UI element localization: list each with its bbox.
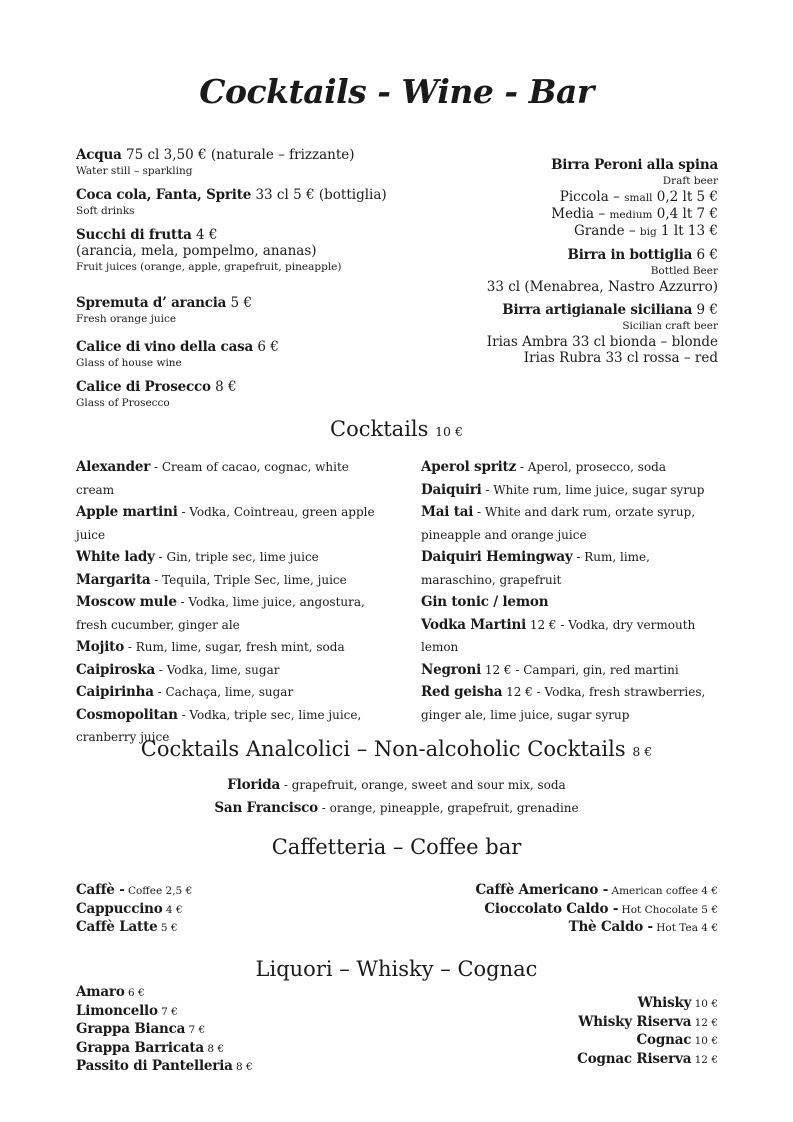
coffee-item	[76, 881, 376, 900]
coffee-name: Cappuccino	[76, 900, 163, 917]
section-title: Liquori – Whisky – Cognac	[255, 957, 538, 981]
cocktail-name: Negroni	[421, 661, 482, 678]
cocktail-item	[421, 546, 721, 591]
drink-subtitle: Glass of house wine	[76, 357, 182, 369]
cocktail-item	[76, 501, 386, 546]
cocktail-item	[421, 614, 721, 659]
cocktail-name: Caipirinha	[76, 684, 154, 700]
section-title: Caffetteria – Coffee bar	[271, 835, 522, 859]
drink-subtitle: Fruit juices (orange, apple, grapefruit, pineapple)	[76, 261, 342, 273]
cocktail-name: Gin tonic / lemon	[421, 594, 549, 610]
liquor-price: 12 €	[691, 1016, 718, 1029]
cocktail-desc: - White and dark rum, orzate syrup, pineapple and orange juice	[421, 505, 696, 542]
coffee-right-list	[388, 881, 718, 937]
cocktail-item	[421, 456, 721, 479]
liquor-price: 7 €	[157, 1005, 178, 1018]
cocktail-item	[76, 659, 386, 682]
cocktail-name: Moscow mule	[76, 594, 177, 610]
liquor-item	[418, 1050, 718, 1069]
cocktail-name: Apple martini	[76, 504, 178, 520]
drink-detail-line: (arancia, mela, pompelmo, ananas)	[76, 243, 317, 259]
analcolici-list	[0, 774, 793, 819]
cocktail-name: Aperol spritz	[421, 459, 517, 475]
liquor-name: Cognac Riserva	[577, 1050, 692, 1067]
cocktails-left-list	[76, 456, 386, 749]
coffee-name: Thè Caldo -	[568, 919, 653, 935]
drink-subtitle: Fresh orange juice	[76, 313, 177, 325]
beer-name: Birra Peroni alla spina	[551, 157, 718, 173]
cocktail-name: Vodka Martini	[421, 616, 526, 633]
drink-item	[76, 186, 406, 219]
liquori-heading	[0, 957, 793, 981]
liquor-name: Cognac	[636, 1032, 692, 1048]
drink-item	[76, 378, 406, 411]
cocktail-name: Cosmopolitan	[76, 706, 178, 723]
cocktail-name: Alexander	[76, 459, 151, 475]
cocktail-name: Mojito	[76, 639, 125, 655]
coffee-item	[388, 881, 718, 900]
coffee-name: Cioccolato Caldo -	[484, 900, 619, 917]
liquor-item	[76, 1039, 376, 1058]
beer-item	[388, 301, 718, 366]
beer-price: 6 €	[692, 247, 718, 263]
cocktail-name: Daiquiri	[421, 481, 482, 498]
liquor-price: 6 €	[124, 987, 145, 999]
drink-subtitle: Water still – sparkling	[76, 165, 193, 177]
size-price: 0,2 lt 5 €	[656, 189, 718, 205]
coffee-price: 5 €	[157, 922, 178, 934]
coffee-item	[76, 900, 376, 919]
liquori-left-list	[76, 983, 376, 1076]
cocktail-desc: - Rum, lime, sugar, fresh mint, soda	[124, 640, 345, 654]
coffee-item	[388, 900, 718, 919]
cocktail-name: Red geisha	[421, 684, 503, 700]
liquor-item	[76, 1002, 376, 1021]
liquor-item	[76, 983, 376, 1002]
cocktail-item	[76, 591, 386, 636]
liquor-price: 8 €	[203, 1042, 225, 1055]
cocktail-desc: - White rum, lime juice, sugar syrup	[481, 482, 705, 497]
coffee-name: Caffè Latte	[76, 919, 158, 935]
cocktail-desc: 12 € - Vodka, dry vermouth lemon	[421, 617, 696, 654]
size-price: 1 lt 13 €	[661, 223, 718, 239]
liquor-price: 12 €	[691, 1053, 718, 1066]
cocktail-item	[421, 501, 721, 546]
cocktail-desc: - Vodka, lime, sugar	[155, 662, 280, 677]
section-price: 10 €	[435, 424, 463, 439]
cocktail-desc: - Rum, lime, maraschino, grapefruit	[421, 550, 650, 587]
liquor-item	[418, 994, 718, 1013]
drink-detail: 6 €	[253, 339, 279, 355]
cocktail-desc: - grapefruit, orange, sweet and sour mix, soda	[280, 778, 566, 792]
drink-name: Spremuta d’ arancia	[76, 295, 227, 311]
cocktail-name: Florida	[227, 777, 281, 793]
size-en: big	[639, 226, 657, 238]
soft-drinks-list	[76, 146, 406, 411]
liquor-name: Passito di Pantelleria	[76, 1058, 233, 1074]
liquor-name: Whisky Riserva	[578, 1013, 692, 1030]
cocktail-name: San Francisco	[214, 799, 318, 816]
cocktail-desc: 12 € - Vodka, fresh strawberries, ginger ale, lime juice, sugar syrup	[421, 685, 706, 722]
liquor-name: Grappa Barricata	[76, 1039, 204, 1056]
cocktail-desc: - Vodka, lime juice, angostura, fresh cucumber, ginger ale	[76, 595, 365, 632]
beer-detail: Irias Rubra 33 cl rossa – red	[523, 350, 718, 366]
analcolici-heading	[0, 737, 793, 761]
drink-name: Calice di vino della casa	[76, 339, 254, 355]
cocktail-desc: - Aperol, prosecco, soda	[516, 460, 667, 474]
coffee-price: Hot Chocolate 5 €	[618, 903, 718, 916]
liquori-right-list	[418, 994, 718, 1068]
beer-list	[388, 157, 718, 366]
cocktail-item	[421, 591, 721, 614]
drink-item	[76, 146, 406, 179]
cocktail-item	[0, 797, 793, 820]
cocktail-item	[76, 681, 386, 704]
cocktail-item	[421, 681, 721, 726]
coffee-heading	[0, 835, 793, 859]
size-en: medium	[609, 209, 653, 221]
drink-detail: 33 cl 5 € (bottiglia)	[251, 187, 387, 203]
liquor-name: Whisky	[637, 995, 692, 1011]
size-price: 0,4 lt 7 €	[656, 206, 718, 222]
liquor-name: Limoncello	[76, 1002, 158, 1019]
cocktail-item	[76, 636, 386, 659]
section-title: Cocktails Analcolici – Non-alcoholic Cocktails	[140, 737, 626, 761]
cocktail-name: Margarita	[76, 571, 151, 588]
size-label: Grande –	[573, 223, 636, 239]
cocktail-desc: - Tequila, Triple Sec, lime, juice	[150, 572, 347, 587]
section-title: Cocktails	[330, 417, 429, 441]
drink-name: Calice di Prosecco	[76, 379, 211, 395]
cocktail-item	[76, 569, 386, 592]
coffee-item	[388, 918, 718, 937]
drink-detail: 8 €	[210, 379, 237, 395]
beer-detail: 33 cl (Menabrea, Nastro Azzurro)	[486, 279, 718, 295]
beer-detail: Irias Ambra 33 cl bionda – blonde	[486, 334, 718, 350]
beer-name: Birra artigianale siciliana	[502, 302, 693, 318]
drink-subtitle: Soft drinks	[76, 205, 135, 217]
drink-item	[76, 294, 406, 327]
cocktail-item	[0, 774, 793, 797]
beer-item	[388, 157, 718, 240]
coffee-left-list	[76, 881, 376, 937]
coffee-name: Caffè -	[76, 882, 125, 898]
cocktail-desc: - Vodka, Cointreau, green apple juice	[76, 505, 375, 542]
coffee-item	[76, 918, 376, 937]
cocktail-item	[421, 479, 721, 502]
cocktail-name: Mai tai	[421, 504, 474, 520]
coffee-price: Coffee 2,5 €	[124, 885, 193, 897]
beer-subtitle: Bottled Beer	[650, 265, 718, 277]
section-price: 8 €	[632, 744, 653, 759]
page-title: Cocktails - Wine - Bar	[199, 72, 594, 111]
liquor-price: 7 €	[185, 1024, 206, 1036]
beer-name: Birra in bottiglia	[567, 247, 693, 263]
coffee-price: Hot Tea 4 €	[652, 922, 718, 934]
beer-price: 9 €	[692, 302, 718, 318]
drink-name: Succhi di frutta	[76, 227, 192, 243]
drink-name: Coca cola, Fanta, Sprite	[76, 187, 252, 203]
coffee-price: American coffee 4 €	[608, 885, 718, 897]
cocktail-name: White lady	[76, 549, 155, 565]
cocktail-desc: - Cachaça, lime, sugar	[153, 685, 294, 699]
cocktails-right-list	[421, 456, 721, 726]
drink-detail: 75 cl 3,50 € (naturale – frizzante)	[121, 147, 355, 163]
drink-subtitle: Glass of Prosecco	[76, 397, 170, 409]
cocktail-desc: - Gin, triple sec, lime juice	[154, 550, 319, 564]
cocktail-name: Daiquiri Hemingway	[421, 549, 573, 565]
coffee-name: Caffè Americano -	[475, 882, 609, 898]
liquor-item	[76, 1020, 376, 1039]
drink-detail: 5 €	[226, 295, 252, 311]
size-en: small	[624, 192, 653, 204]
size-label: Media –	[551, 206, 606, 222]
liquor-price: 8 €	[232, 1061, 253, 1073]
cocktail-item	[76, 456, 386, 501]
cocktail-desc: - Cream of cacao, cognac, white cream	[76, 460, 349, 497]
cocktail-item	[421, 659, 721, 682]
drink-name: Acqua	[76, 147, 122, 163]
beer-subtitle: Draft beer	[662, 175, 718, 187]
cocktail-desc: - Vodka, triple sec, lime juice, cranberry juice	[76, 707, 362, 744]
beer-subtitle: Sicilian craft beer	[622, 320, 718, 332]
cocktail-desc: 12 € - Campari, gin, red martini	[481, 662, 679, 677]
liquor-item	[418, 1031, 718, 1050]
cocktail-item	[76, 546, 386, 569]
liquor-price: 10 €	[691, 1035, 718, 1047]
size-label: Piccola –	[559, 189, 620, 205]
liquor-price: 10 €	[691, 998, 718, 1010]
liquor-item	[76, 1057, 376, 1076]
liquor-name: Grappa Bianca	[76, 1021, 186, 1037]
liquor-item	[418, 1013, 718, 1032]
cocktail-name: Caipiroska	[76, 661, 156, 678]
drink-item	[76, 226, 406, 275]
cocktails-heading	[0, 417, 793, 441]
coffee-price: 4 €	[162, 903, 183, 916]
drink-item	[76, 338, 406, 371]
liquor-name: Amaro	[76, 984, 125, 1000]
drink-detail: 4 €	[191, 227, 218, 243]
beer-item	[388, 246, 718, 295]
cocktail-desc: - orange, pineapple, grapefruit, grenadine	[317, 800, 579, 815]
